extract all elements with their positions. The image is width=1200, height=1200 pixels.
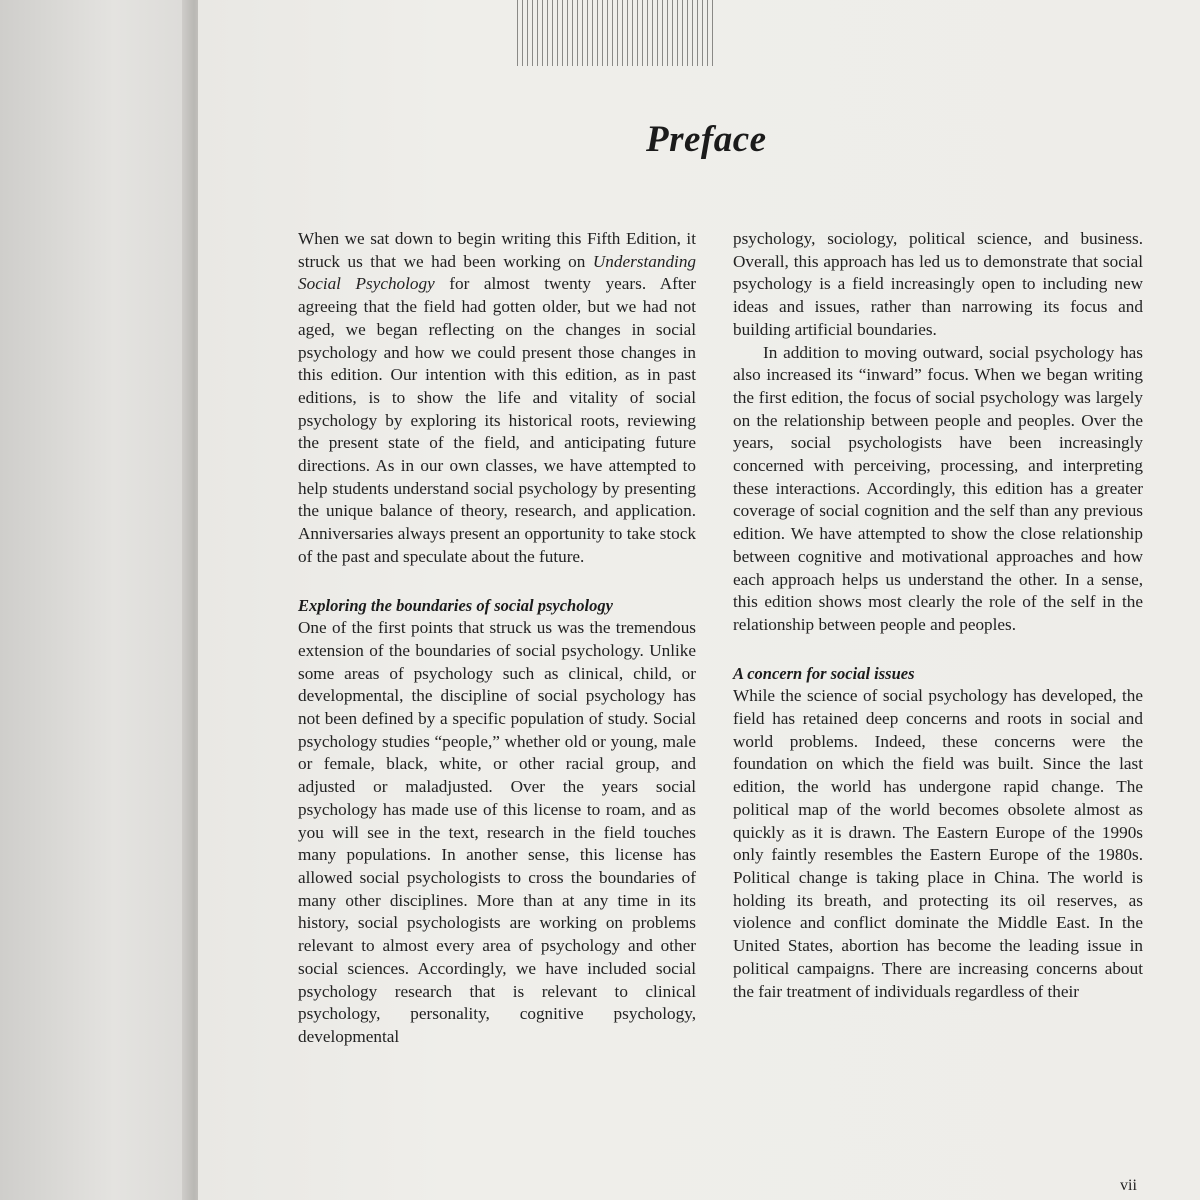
boundaries-paragraph: One of the first points that struck us was the tremendous extension of the boundaries of social psychology. Unlike some areas of psychology such as clinical, child, or developmental, the discipline of social psychology has not been defined by a specific population of study. Social psychology studies “people,” whether old or young, male or female, black, white, or other racial group, and adjusted or maladjusted. Over the years social psychology has made use of this license to roam, and as you will see in the text, research in the field touches many populations. In another sense, this license has allowed social psychologists to cross the boundaries of many other disciplines. More than at any time in its history, social psychologists are working on problems relevant to almost every area of psychology and other social sciences. Accordingly, we have included social psychology research that is relevant to clinical psychology, personality, cognitive psychology, developmental <box>298 618 696 1046</box>
right-text-column <box>733 228 1143 1148</box>
inward-focus-paragraph: In addition to moving outward, social psychology has also increased its “inward” focus. When we began writing the first edition, the focus of social psychology was largely on the relationship between people and peoples. Over the years, social psychologists have been increasingly concerned with perceiving, processing, and interpreting these interactions. Accordingly, this edition has a greater coverage of social cognition and the self than any previous edition. We have attempted to show the close relationship between cognitive and motivational approaches and how each approach helps us understand the other. In a sense, this edition shows most clearly the role of the self in the relationship between people and peoples. <box>733 342 1143 634</box>
section-heading-social-issues: A concern for social issues <box>733 663 915 683</box>
book-title-reference: Understanding Social Psychology <box>298 251 696 294</box>
decorative-rule-pattern <box>517 0 715 66</box>
continuation-paragraph: psychology, sociology, political science, and business. Overall, this approach has led us to demonstrate that social psychology is a field increasingly open to including new ideas and issues, rather than narrowing its focus and building artificial boundaries. <box>733 229 1143 339</box>
left-text-column <box>298 228 696 1148</box>
page-title: Preface <box>646 119 767 160</box>
section-spacer <box>298 569 696 595</box>
intro-paragraph <box>298 228 696 569</box>
section-spacer <box>733 637 1143 663</box>
section-heading-boundaries: Exploring the boundaries of social psychology <box>298 595 613 615</box>
intro-text-start: When we sat down to begin writing this Fifth Edition, it struck us that we had been working on <box>298 229 696 271</box>
social-issues-paragraph: While the science of social psychology has developed, the field has retained deep concerns and roots in social and world problems. Indeed, these concerns were the foundation on which the field was built. Since the last edition, the world has undergone rapid change. The political map of the world becomes obsolete almost as quickly as it is drawn. The Eastern Europe of the 1990s only faintly resembles the Eastern Europe of the 1980s. Political change is taking place in China. The world is holding its breath, and protecting its oil reserves, as violence and conflict dominate the Middle East. In the United States, abortion has become the leading issue in political campaigns. There are increasing concerns about the fair treatment of individuals regardless of their <box>733 686 1143 1001</box>
intro-text-end: for almost twenty years. After agreeing that the field had gotten older, but we had not aged, we began reflecting on the changes in social psychology and how we could present those changes in this edition. Our intention with this edition, as in past editions, is to show the life and vitality of social psychology by exploring its historical roots, reviewing the present state of the field, and anticipating future directions. As in our own classes, we have attempted to help students understand social psychology by presenting the unique balance of theory, research, and application. Anniversaries always present an opportunity to take stock of the past and speculate about the future. <box>298 274 696 566</box>
page-number: vii <box>1120 1177 1137 1194</box>
facing-page <box>0 0 190 1200</box>
